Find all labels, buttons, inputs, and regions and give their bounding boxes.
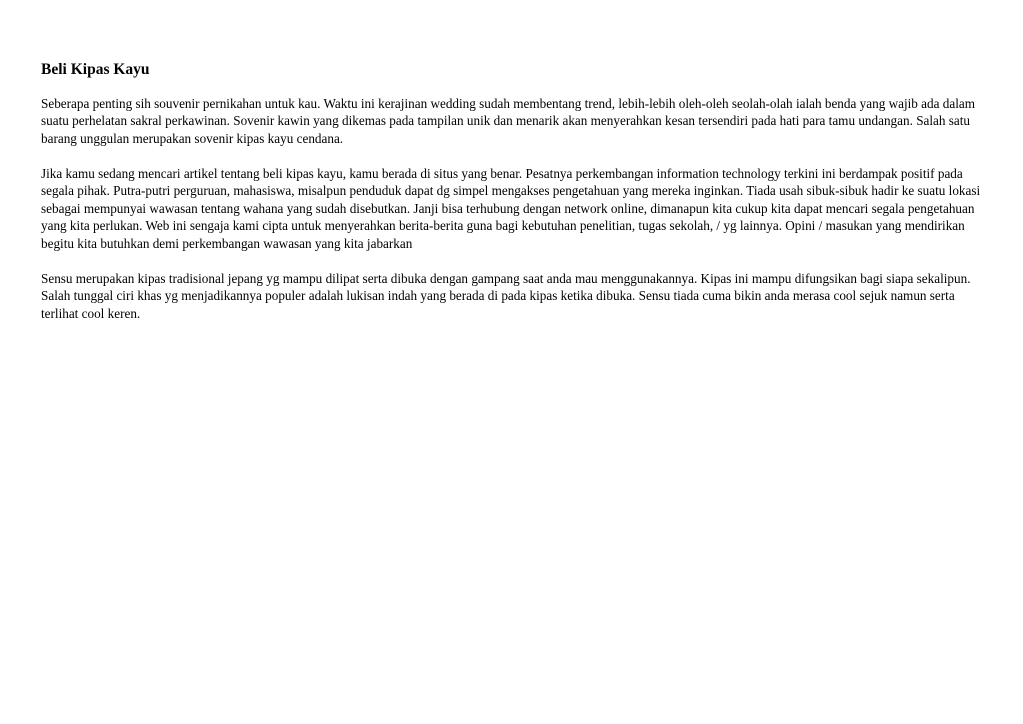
- paragraph-souvenir-intro: Seberapa penting sih souvenir pernikahan untuk kau. Waktu ini kerajinan wedding sudah membentang trend, lebih-lebih oleh-oleh seolah-olah ialah benda yang wajib ada dalam suatu perhelatan sakral perkawinan. Sovenir kawin yang dikemas pada tampilan unik dan menarik akan menyerahkan kesan tersendiri pada hati para tamu undangan. Salah satu barang unggulan merupakan sovenir kipas kayu cendana.: [41, 96, 975, 146]
- paragraph-article-search: Jika kamu sedang mencari artikel tentang beli kipas kayu, kamu berada di situs yang benar. Pesatnya perkembangan information technology terkini ini berdampak positif pada segala pihak. Putra-putri perguruan, mahasiswa, misalpun penduduk dapat dg simpel mengakses pengetahuan yang mereka inginkan. Tiada usah sibuk-sibuk hadir ke suatu lokasi sebagai mempunyai wawasan tentang wahana yang sudah disebutkan. Janji bisa terhubung dengan network online, dimanapun kita cukup kita dapat mencari segala pengetahuan yang kita perlukan. Web ini sengaja kami cipta untuk menyerahkan berita-berita guna bagi kebutuhan penelitian, tugas sekolah, / yg lainnya. Opini / masukan yang mendirikan begitu kita butuhkan demi perkembangan wawasan yang kita jabarkan: [41, 166, 981, 251]
- paragraph-sensu-description: Sensu merupakan kipas tradisional jepang yg mampu dilipat serta dibuka dengan gampang saat anda mau menggunakannya. Kipas ini mampu difungsikan bagi siapa sekalipun. Salah tunggal ciri khas yg menjadikannya populer adalah lukisan indah yang berada di pada kipas ketika dibuka. Sensu tiada cuma bikin anda merasa cool sejuk namun serta terlihat cool keren.: [41, 271, 971, 321]
- page-title: Beli Kipas Kayu: [41, 61, 150, 78]
